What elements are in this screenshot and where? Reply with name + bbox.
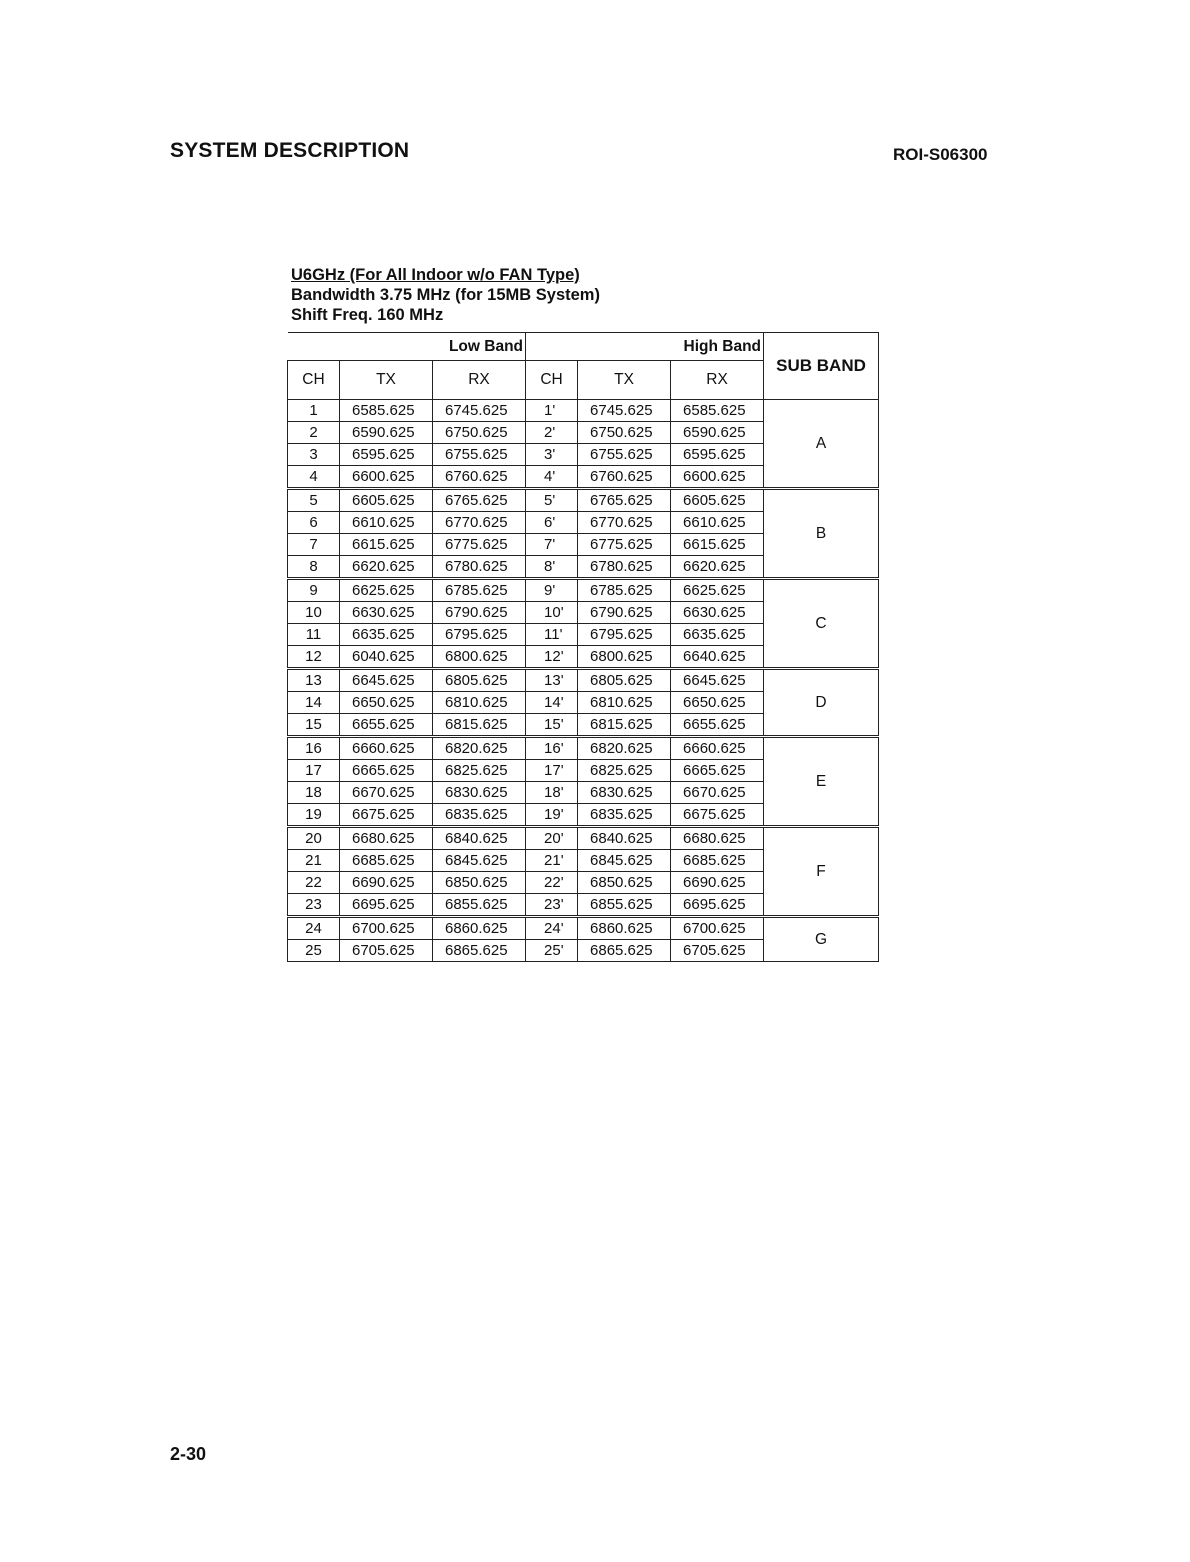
section-title: SYSTEM DESCRIPTION: [170, 139, 410, 162]
column-header: TX: [578, 361, 671, 400]
sub-band-cell: B: [764, 489, 879, 579]
low-tx-cell: 6620.625: [340, 556, 433, 579]
low-ch-cell: 21: [288, 850, 340, 872]
high-ch-cell: 2': [526, 422, 578, 444]
high-rx-cell: 6625.625: [671, 579, 764, 602]
high-rx-cell: 6650.625: [671, 692, 764, 714]
high-tx-cell: 6790.625: [578, 602, 671, 624]
high-ch-cell: 18': [526, 782, 578, 804]
low-tx-cell: 6625.625: [340, 579, 433, 602]
high-tx-cell: 6775.625: [578, 534, 671, 556]
low-rx-cell: 6855.625: [433, 894, 526, 917]
low-rx-cell: 6775.625: [433, 534, 526, 556]
high-ch-cell: 5': [526, 489, 578, 512]
high-rx-cell: 6590.625: [671, 422, 764, 444]
high-ch-cell: 21': [526, 850, 578, 872]
low-ch-cell: 3: [288, 444, 340, 466]
high-rx-cell: 6695.625: [671, 894, 764, 917]
low-rx-cell: 6840.625: [433, 827, 526, 850]
low-tx-cell: 6665.625: [340, 760, 433, 782]
low-tx-cell: 6615.625: [340, 534, 433, 556]
high-tx-cell: 6830.625: [578, 782, 671, 804]
column-header: CH: [288, 361, 340, 400]
high-rx-cell: 6600.625: [671, 466, 764, 489]
high-rx-cell: 6675.625: [671, 804, 764, 827]
low-rx-cell: 6795.625: [433, 624, 526, 646]
low-tx-cell: 6040.625: [340, 646, 433, 669]
high-ch-cell: 11': [526, 624, 578, 646]
page-number: 2-30: [170, 1444, 207, 1464]
high-rx-cell: 6605.625: [671, 489, 764, 512]
low-tx-cell: 6610.625: [340, 512, 433, 534]
low-tx-cell: 6690.625: [340, 872, 433, 894]
low-tx-cell: 6680.625: [340, 827, 433, 850]
high-ch-cell: 20': [526, 827, 578, 850]
high-tx-cell: 6865.625: [578, 940, 671, 962]
low-tx-cell: 6590.625: [340, 422, 433, 444]
table-row: [288, 489, 879, 512]
high-tx-cell: 6850.625: [578, 872, 671, 894]
high-ch-cell: 22': [526, 872, 578, 894]
low-ch-cell: 24: [288, 917, 340, 940]
high-tx-cell: 6845.625: [578, 850, 671, 872]
sub-band-cell: C: [764, 579, 879, 669]
high-ch-cell: 4': [526, 466, 578, 489]
low-tx-cell: 6655.625: [340, 714, 433, 737]
high-ch-cell: 10': [526, 602, 578, 624]
sub-band-cell: A: [764, 400, 879, 489]
low-ch-cell: 14: [288, 692, 340, 714]
low-ch-cell: 11: [288, 624, 340, 646]
high-rx-cell: 6685.625: [671, 850, 764, 872]
frequency-table: [287, 332, 879, 962]
low-ch-cell: 1: [288, 400, 340, 422]
low-tx-cell: 6685.625: [340, 850, 433, 872]
low-ch-cell: 13: [288, 669, 340, 692]
low-rx-cell: 6760.625: [433, 466, 526, 489]
high-rx-cell: 6615.625: [671, 534, 764, 556]
high-tx-cell: 6770.625: [578, 512, 671, 534]
sub-band-header: SUB BAND: [764, 333, 879, 400]
high-rx-cell: 6635.625: [671, 624, 764, 646]
high-ch-cell: 8': [526, 556, 578, 579]
low-rx-cell: 6850.625: [433, 872, 526, 894]
table-row: [288, 917, 879, 940]
low-tx-cell: 6700.625: [340, 917, 433, 940]
caption-line-shift: Shift Freq. 160 MHz: [291, 306, 444, 324]
high-tx-cell: 6860.625: [578, 917, 671, 940]
high-ch-cell: 7': [526, 534, 578, 556]
high-ch-cell: 19': [526, 804, 578, 827]
high-ch-cell: 23': [526, 894, 578, 917]
high-rx-cell: 6660.625: [671, 737, 764, 760]
caption-line-band: U6GHz (For All Indoor w/o FAN Type): [291, 266, 580, 284]
low-tx-cell: 6675.625: [340, 804, 433, 827]
low-ch-cell: 15: [288, 714, 340, 737]
table-row: [288, 669, 879, 692]
table-row: [288, 737, 879, 760]
low-tx-cell: 6595.625: [340, 444, 433, 466]
low-rx-cell: 6820.625: [433, 737, 526, 760]
low-rx-cell: 6815.625: [433, 714, 526, 737]
low-ch-cell: 4: [288, 466, 340, 489]
high-tx-cell: 6750.625: [578, 422, 671, 444]
low-rx-cell: 6790.625: [433, 602, 526, 624]
low-tx-cell: 6585.625: [340, 400, 433, 422]
table-row: [288, 579, 879, 602]
low-tx-cell: 6630.625: [340, 602, 433, 624]
high-rx-cell: 6640.625: [671, 646, 764, 669]
sub-band-cell: F: [764, 827, 879, 917]
high-rx-cell: 6610.625: [671, 512, 764, 534]
high-tx-cell: 6780.625: [578, 556, 671, 579]
high-rx-cell: 6690.625: [671, 872, 764, 894]
column-header: CH: [526, 361, 578, 400]
high-tx-cell: 6795.625: [578, 624, 671, 646]
low-ch-cell: 19: [288, 804, 340, 827]
low-rx-cell: 6745.625: [433, 400, 526, 422]
low-rx-cell: 6865.625: [433, 940, 526, 962]
low-ch-cell: 18: [288, 782, 340, 804]
low-rx-cell: 6805.625: [433, 669, 526, 692]
document-code: ROI-S06300: [893, 145, 988, 164]
column-header: RX: [433, 361, 526, 400]
low-ch-cell: 10: [288, 602, 340, 624]
high-rx-cell: 6645.625: [671, 669, 764, 692]
high-ch-cell: 14': [526, 692, 578, 714]
low-ch-cell: 5: [288, 489, 340, 512]
high-ch-cell: 16': [526, 737, 578, 760]
low-rx-cell: 6785.625: [433, 579, 526, 602]
high-tx-cell: 6825.625: [578, 760, 671, 782]
low-rx-cell: 6765.625: [433, 489, 526, 512]
high-tx-cell: 6855.625: [578, 894, 671, 917]
low-rx-cell: 6770.625: [433, 512, 526, 534]
low-ch-cell: 16: [288, 737, 340, 760]
high-tx-cell: 6835.625: [578, 804, 671, 827]
high-tx-cell: 6800.625: [578, 646, 671, 669]
band-header-row: [288, 333, 879, 361]
low-rx-cell: 6825.625: [433, 760, 526, 782]
high-rx-cell: 6595.625: [671, 444, 764, 466]
low-tx-cell: 6660.625: [340, 737, 433, 760]
low-rx-cell: 6755.625: [433, 444, 526, 466]
low-tx-cell: 6695.625: [340, 894, 433, 917]
high-ch-cell: 1': [526, 400, 578, 422]
high-ch-cell: 6': [526, 512, 578, 534]
low-tx-cell: 6650.625: [340, 692, 433, 714]
high-ch-cell: 25': [526, 940, 578, 962]
low-ch-cell: 9: [288, 579, 340, 602]
low-ch-cell: 22: [288, 872, 340, 894]
high-ch-cell: 24': [526, 917, 578, 940]
low-ch-cell: 23: [288, 894, 340, 917]
low-rx-cell: 6800.625: [433, 646, 526, 669]
low-rx-cell: 6810.625: [433, 692, 526, 714]
column-header: RX: [671, 361, 764, 400]
high-tx-cell: 6820.625: [578, 737, 671, 760]
low-rx-cell: 6830.625: [433, 782, 526, 804]
table-row: [288, 400, 879, 422]
table-row: [288, 827, 879, 850]
low-rx-cell: 6860.625: [433, 917, 526, 940]
high-tx-cell: 6840.625: [578, 827, 671, 850]
high-rx-cell: 6680.625: [671, 827, 764, 850]
low-rx-cell: 6845.625: [433, 850, 526, 872]
low-tx-cell: 6605.625: [340, 489, 433, 512]
high-rx-cell: 6620.625: [671, 556, 764, 579]
high-tx-cell: 6785.625: [578, 579, 671, 602]
low-ch-cell: 7: [288, 534, 340, 556]
high-rx-cell: 6665.625: [671, 760, 764, 782]
low-rx-cell: 6835.625: [433, 804, 526, 827]
low-ch-cell: 20: [288, 827, 340, 850]
high-tx-cell: 6805.625: [578, 669, 671, 692]
low-ch-cell: 17: [288, 760, 340, 782]
high-rx-cell: 6670.625: [671, 782, 764, 804]
high-ch-cell: 12': [526, 646, 578, 669]
caption-line-bandwidth: Bandwidth 3.75 MHz (for 15MB System): [291, 286, 600, 304]
low-tx-cell: 6705.625: [340, 940, 433, 962]
high-ch-cell: 9': [526, 579, 578, 602]
high-ch-cell: 17': [526, 760, 578, 782]
high-rx-cell: 6655.625: [671, 714, 764, 737]
high-ch-cell: 3': [526, 444, 578, 466]
sub-band-cell: G: [764, 917, 879, 962]
column-header: TX: [340, 361, 433, 400]
frequency-table-body: [288, 400, 879, 962]
low-ch-cell: 12: [288, 646, 340, 669]
low-ch-cell: 6: [288, 512, 340, 534]
low-rx-cell: 6780.625: [433, 556, 526, 579]
high-tx-cell: 6810.625: [578, 692, 671, 714]
high-tx-cell: 6745.625: [578, 400, 671, 422]
high-rx-cell: 6700.625: [671, 917, 764, 940]
sub-band-cell: D: [764, 669, 879, 737]
high-band-header: High Band: [526, 333, 764, 361]
low-ch-cell: 2: [288, 422, 340, 444]
sub-band-cell: E: [764, 737, 879, 827]
high-tx-cell: 6815.625: [578, 714, 671, 737]
high-tx-cell: 6765.625: [578, 489, 671, 512]
low-tx-cell: 6635.625: [340, 624, 433, 646]
low-tx-cell: 6600.625: [340, 466, 433, 489]
low-tx-cell: 6645.625: [340, 669, 433, 692]
high-ch-cell: 15': [526, 714, 578, 737]
table-caption: [291, 265, 600, 325]
low-rx-cell: 6750.625: [433, 422, 526, 444]
low-tx-cell: 6670.625: [340, 782, 433, 804]
high-tx-cell: 6755.625: [578, 444, 671, 466]
high-rx-cell: 6630.625: [671, 602, 764, 624]
high-tx-cell: 6760.625: [578, 466, 671, 489]
high-ch-cell: 13': [526, 669, 578, 692]
low-band-header: Low Band: [288, 333, 526, 361]
high-rx-cell: 6705.625: [671, 940, 764, 962]
low-ch-cell: 8: [288, 556, 340, 579]
low-ch-cell: 25: [288, 940, 340, 962]
high-rx-cell: 6585.625: [671, 400, 764, 422]
